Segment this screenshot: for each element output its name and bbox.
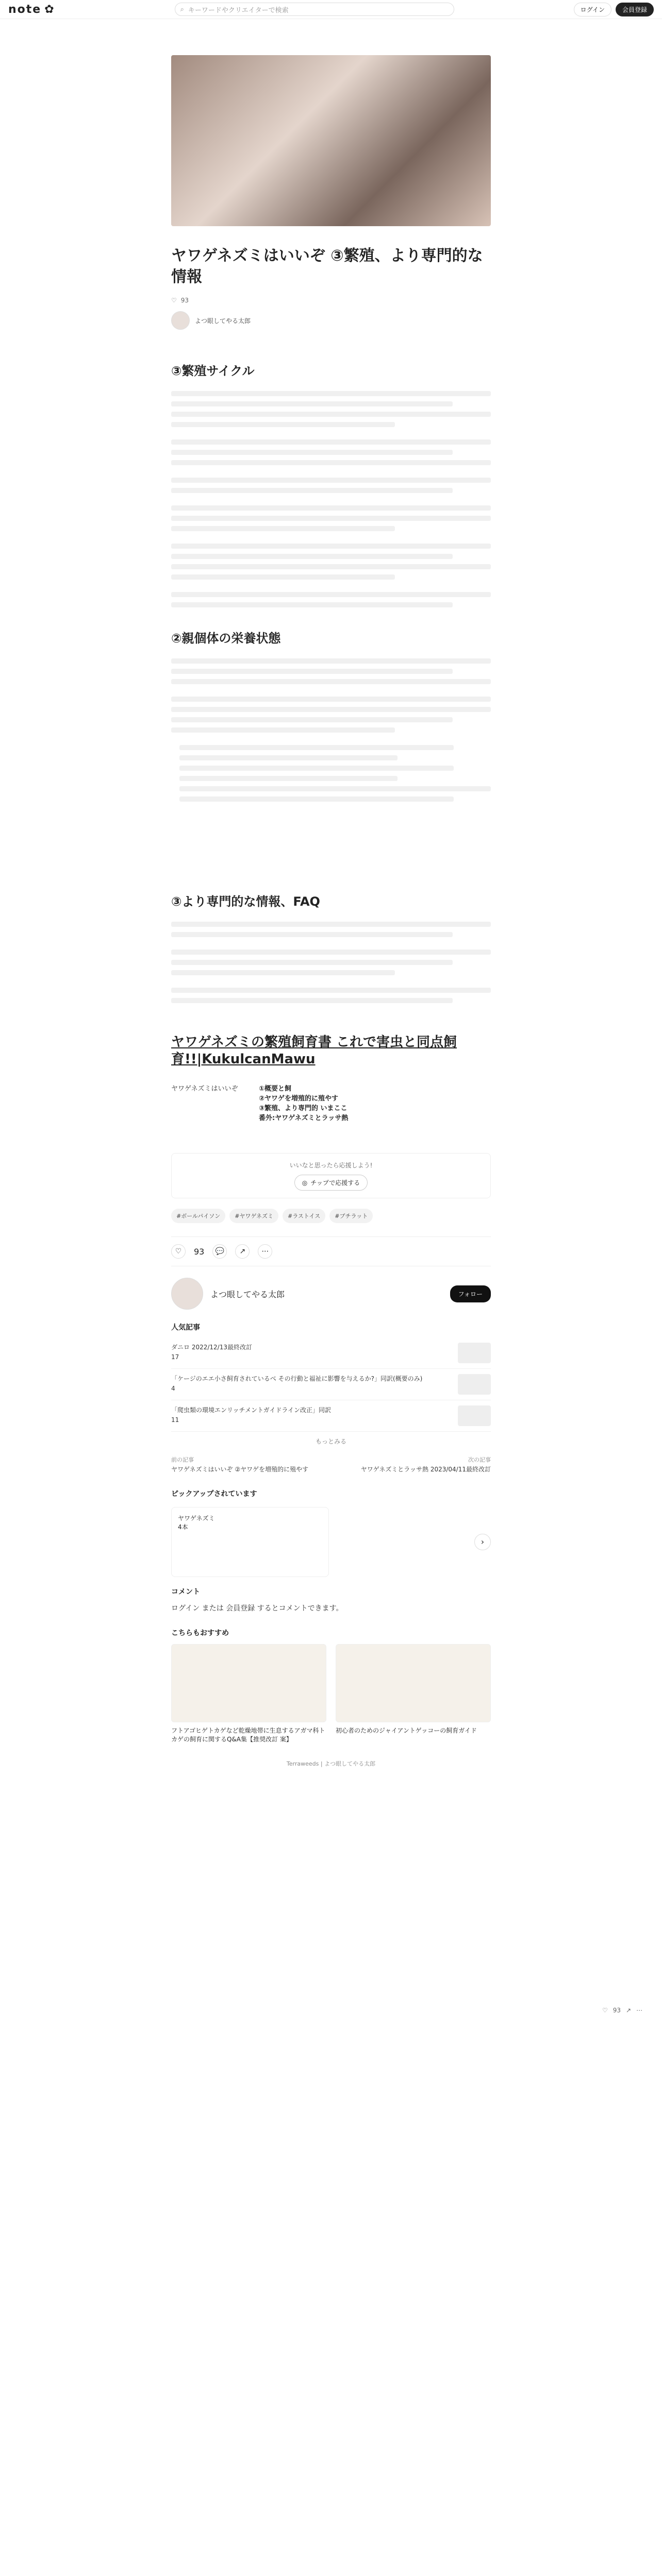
recommend-card[interactable] <box>171 1644 326 1744</box>
popular-more[interactable]: もっとみる <box>315 1438 346 1445</box>
popular-item[interactable] <box>171 1400 491 1432</box>
paragraph-block-bold <box>171 478 491 493</box>
more-icon[interactable]: ⋯ <box>258 1244 272 1259</box>
flower-icon: ✿ <box>44 3 55 16</box>
tag-1[interactable]: #ボールパイソン <box>171 1209 225 1223</box>
footer-text: Terraweeds | よつ眼してやる太郎 <box>286 1760 376 1767</box>
toc-item-2[interactable]: ②ヤワゲを増殖的に殖やす <box>259 1095 339 1103</box>
floating-share-icon[interactable]: ↗ <box>626 2007 632 2014</box>
paragraph-block <box>171 697 491 733</box>
comments-text: ログイン または 会員登録 するとコメントできます。 <box>171 1604 343 1613</box>
related-link-title[interactable]: ヤワゲネズミの繁殖飼育書 これで害虫と同点飼育!!|KukulcanMawu <box>171 1035 457 1067</box>
prev-article[interactable] <box>171 1456 308 1474</box>
toc-left: ヤワゲネズミはいいぞ <box>171 1085 238 1093</box>
support-box <box>171 1153 491 1198</box>
carousel-next-icon[interactable]: › <box>474 1534 491 1550</box>
login-button[interactable]: ログイン <box>574 3 611 16</box>
prev-title: ヤワゲネズミはいいぞ ②ヤワゲを増殖的に殖やす <box>171 1465 309 1473</box>
action-like-count: 93 <box>194 1246 205 1257</box>
next-title: ヤワゲネズミとラッサ熱 2023/04/11最終改訂 <box>360 1465 491 1473</box>
article-container <box>171 19 491 1768</box>
search-placeholder: キーワードやクリエイターで検索 <box>188 6 289 14</box>
coin-icon: ◎ <box>302 1179 308 1187</box>
next-label: 次の記事 <box>468 1456 491 1463</box>
popular-item-text: ダニロ 2022/12/13最終改訂 <box>171 1344 252 1351</box>
popular-title: 人気記事 <box>171 1324 200 1332</box>
tip-button[interactable] <box>294 1175 368 1191</box>
recommend-cards <box>171 1644 491 1744</box>
magazine-card-title: ヤワゲネズミ <box>178 1514 215 1522</box>
toc-item-1[interactable]: ①概要と飼 <box>259 1085 292 1093</box>
tag-3[interactable]: #ラストイス <box>283 1209 325 1223</box>
recommend-image <box>336 1644 491 1722</box>
hero-image <box>171 55 491 226</box>
search-bar[interactable] <box>175 3 454 16</box>
comment-icon[interactable]: 💬 <box>212 1244 227 1259</box>
paragraph-block <box>171 439 491 465</box>
popular-thumb <box>458 1343 491 1363</box>
paragraph-block <box>171 505 491 531</box>
recommend-card[interactable] <box>336 1644 491 1744</box>
prev-label: 前の記事 <box>171 1456 194 1463</box>
signup-button[interactable]: 会員登録 <box>616 3 654 16</box>
popular-thumb <box>458 1405 491 1426</box>
follow-button[interactable]: フォロー <box>450 1285 491 1302</box>
share-icon[interactable]: ↗ <box>235 1244 250 1259</box>
tag-2[interactable]: #ヤワゲネズミ <box>229 1209 278 1223</box>
article-actions <box>171 1236 491 1266</box>
prev-next <box>171 1456 491 1474</box>
profile-avatar[interactable] <box>171 1278 203 1310</box>
floating-heart-icon[interactable]: ♡ <box>602 2007 608 2014</box>
series-toc <box>171 1083 491 1122</box>
popular-item-count: 4 <box>171 1385 175 1393</box>
paragraph-block <box>171 988 491 1003</box>
paragraph-block <box>171 922 491 937</box>
paragraph-block <box>171 658 491 684</box>
next-article[interactable] <box>361 1456 491 1474</box>
article-title: ヤワゲネズミはいいぞ ③繁殖、より専門的な情報 <box>171 247 483 286</box>
recommend-title-2: 初心者のためのジャイアントゲッコーの飼育ガイド <box>336 1727 477 1735</box>
paragraph-block <box>171 592 491 607</box>
recommend-image <box>171 1644 326 1722</box>
header-actions <box>574 3 654 16</box>
recommend-title: こちらもおすすめ <box>171 1629 229 1638</box>
popular-item[interactable] <box>171 1337 491 1369</box>
paragraph-block <box>171 544 491 580</box>
author-avatar[interactable] <box>171 311 190 330</box>
section-heading-2: ②親個体の栄養状態 <box>171 631 281 646</box>
popular-item[interactable] <box>171 1369 491 1400</box>
toc-item-4[interactable]: 番外:ヤワゲネズミとラッサ熱 <box>259 1114 349 1122</box>
paragraph-block <box>171 950 491 975</box>
popular-item-text: 「ケージのエエ小さ飼育されているべ その行動と福祉に影響を与えるか?」同訳(概要のみ) <box>171 1375 423 1382</box>
top-header <box>0 0 662 19</box>
floating-actions <box>602 2007 642 2014</box>
toc-item-3[interactable]: ③繁殖、より専門的 いまここ <box>259 1105 347 1112</box>
popular-thumb <box>458 1374 491 1395</box>
magazine-title: ピックアップされています <box>171 1489 257 1498</box>
recommend-title-1: フトアゴヒゲトカゲなど乾燥地帯に生息するアガマ科トカゲの飼育に関するQ&A集【推奨改訂 案】 <box>171 1727 325 1743</box>
floating-more-icon[interactable]: ⋯ <box>636 2007 643 2014</box>
magazine-card[interactable] <box>171 1507 329 1577</box>
bullet-list <box>171 745 491 802</box>
like-count: 93 <box>180 297 189 304</box>
author-block[interactable] <box>171 311 491 330</box>
comments-title: コメント <box>171 1587 200 1596</box>
magazine-section <box>171 1507 491 1577</box>
profile-name[interactable]: よつ眼してやる太郎 <box>210 1289 285 1299</box>
author-profile <box>171 1278 491 1310</box>
tag-4[interactable]: #ブチラット <box>329 1209 373 1223</box>
floating-like-count: 93 <box>613 2007 621 2014</box>
article-meta <box>171 297 491 304</box>
paragraph-block <box>171 391 491 427</box>
magazine-card-count: 4本 <box>178 1523 188 1531</box>
tip-button-label: チップで応援する <box>310 1179 360 1187</box>
logo-text: note <box>8 3 42 16</box>
heart-icon[interactable]: ♡ <box>171 297 177 304</box>
popular-item-count: 17 <box>171 1353 179 1361</box>
tag-list <box>171 1209 491 1223</box>
support-text: いいなと思ったら応援しよう! <box>289 1162 373 1169</box>
popular-item-text: 「爬虫類の環境エンリッチメントガイドライン改正」同訳 <box>171 1406 331 1414</box>
like-icon[interactable]: ♡ <box>171 1244 186 1259</box>
note-logo[interactable] <box>8 3 55 16</box>
spacer <box>171 814 491 871</box>
author-name[interactable]: よつ眼してやる太郎 <box>195 317 251 325</box>
search-icon: ⌕ <box>180 5 184 13</box>
section-heading-1: ③繁殖サイクル <box>171 364 255 378</box>
section-heading-3: ③より専門的な情報、FAQ <box>171 894 320 909</box>
popular-item-count: 11 <box>171 1416 179 1424</box>
